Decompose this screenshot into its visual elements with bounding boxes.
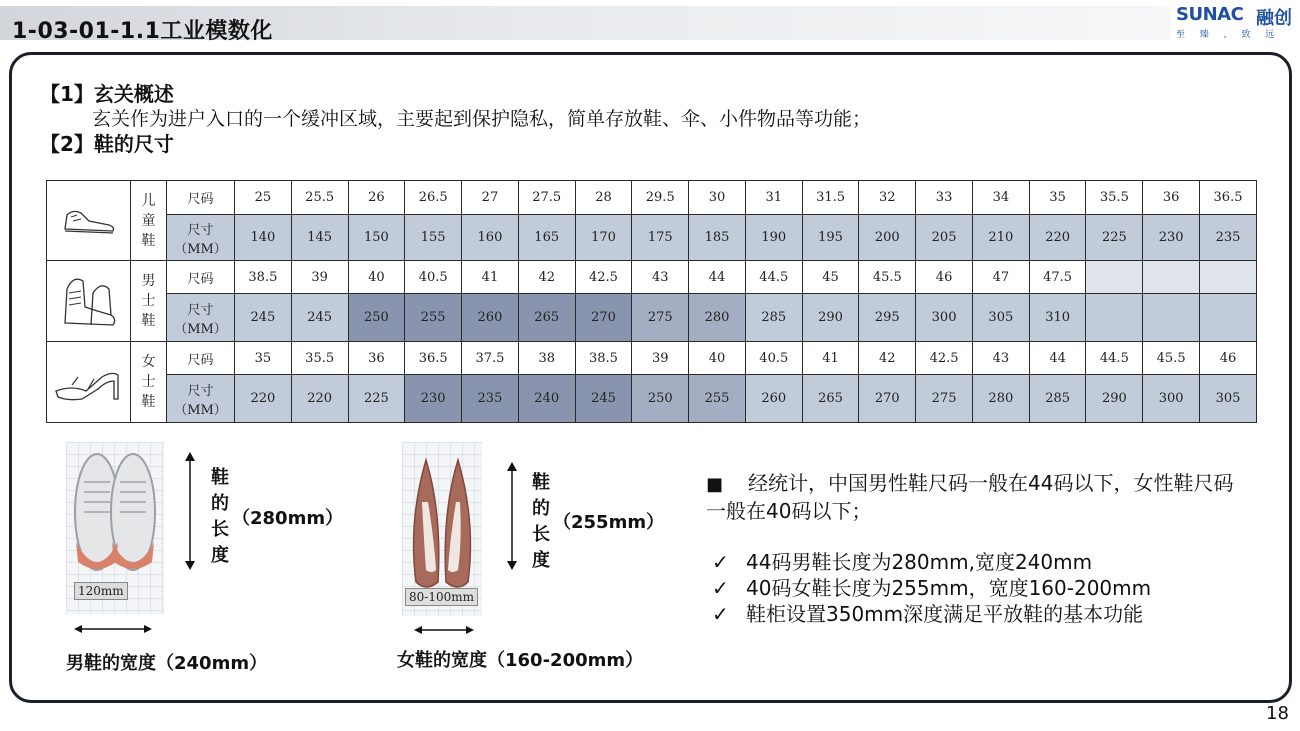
mens-width-arrow: [74, 623, 152, 635]
size-code-row: [47, 261, 1257, 294]
section1-body: 玄关作为进户入口的一个缓冲区域，主要起到保护隐私，简单存放鞋、伞、小件物品等功能；: [92, 108, 872, 130]
check-icon: ✓: [712, 576, 729, 600]
size-mm-cell: [1143, 294, 1200, 342]
logo-brand-cn: 融创: [1256, 8, 1292, 29]
sunac-logo: [1176, 4, 1296, 40]
size-mm-cell: 255: [405, 294, 462, 342]
size-code-cell: 27.5: [518, 181, 575, 215]
size-code-cell: 45.5: [1143, 342, 1200, 375]
size-mm-cell: 190: [745, 215, 802, 261]
size-mm-cell: 265: [518, 294, 575, 342]
size-code-cell: 45: [802, 261, 859, 294]
size-mm-cell: 305: [972, 294, 1029, 342]
size-code-cell: 44.5: [745, 261, 802, 294]
size-code-cell: 31.5: [802, 181, 859, 215]
mens-width-caption: 男鞋的宽度（240mm）: [66, 653, 268, 674]
size-mm-cell: 300: [1143, 375, 1200, 423]
size-code-cell: 25.5: [291, 181, 348, 215]
size-code-cell: 41: [462, 261, 519, 294]
size-code-cell: 36.5: [1200, 181, 1257, 215]
size-mm-row: [47, 294, 1257, 342]
size-mm-cell: 210: [972, 215, 1029, 261]
size-code-cell: 40: [689, 342, 746, 375]
size-mm-cell: 250: [348, 294, 405, 342]
size-mm-cell: 300: [916, 294, 973, 342]
logo-brand: SUNAC: [1176, 4, 1244, 25]
size-mm-label: 尺寸（MM）: [167, 375, 235, 423]
size-code-cell: 37.5: [462, 342, 519, 375]
size-code-cell: 42: [518, 261, 575, 294]
size-mm-cell: 250: [632, 375, 689, 423]
size-mm-cell: 220: [235, 375, 292, 423]
size-mm-cell: 205: [916, 215, 973, 261]
size-code-cell: 40.5: [745, 342, 802, 375]
size-code-row: [47, 342, 1257, 375]
size-mm-cell: 290: [1086, 375, 1143, 423]
size-code-cell: [1086, 261, 1143, 294]
size-mm-row: [47, 375, 1257, 423]
size-mm-cell: 245: [235, 294, 292, 342]
size-mm-cell: [1200, 294, 1257, 342]
size-code-label: 尺码: [167, 261, 235, 294]
size-mm-cell: 270: [575, 294, 632, 342]
size-code-cell: 32: [859, 181, 916, 215]
shoe-size-table: [46, 180, 1257, 423]
size-code-cell: 40: [348, 261, 405, 294]
size-mm-label: 尺寸（MM）: [167, 215, 235, 261]
mens-length-value: （280mm）: [232, 508, 344, 529]
size-mm-cell: 235: [462, 375, 519, 423]
size-mm-cell: 280: [689, 294, 746, 342]
stats-paragraph: [706, 470, 1236, 525]
size-code-cell: 34: [972, 181, 1029, 215]
size-code-label: 尺码: [167, 181, 235, 215]
size-code-cell: 35.5: [291, 342, 348, 375]
size-mm-cell: 220: [1029, 215, 1086, 261]
size-code-cell: 43: [972, 342, 1029, 375]
size-code-cell: 38.5: [235, 261, 292, 294]
mens-boot-icon: [47, 261, 131, 342]
size-code-cell: 33: [916, 181, 973, 215]
size-mm-cell: 240: [518, 375, 575, 423]
size-code-cell: 36: [1143, 181, 1200, 215]
size-mm-cell: 305: [1200, 375, 1257, 423]
size-mm-cell: 150: [348, 215, 405, 261]
shoe-category-label: 女 士 鞋: [131, 342, 167, 423]
size-mm-cell: 220: [291, 375, 348, 423]
size-code-cell: 29.5: [632, 181, 689, 215]
size-mm-cell: 265: [802, 375, 859, 423]
size-code-cell: 39: [291, 261, 348, 294]
check-icon: ✓: [712, 550, 729, 574]
size-code-cell: 44.5: [1086, 342, 1143, 375]
size-mm-cell: 160: [462, 215, 519, 261]
stats-text: 经统计，中国男性鞋尺码一般在44码以下，女性鞋尺码一般在40码以下；: [706, 471, 1234, 523]
size-code-cell: [1143, 261, 1200, 294]
size-mm-cell: 140: [235, 215, 292, 261]
size-mm-cell: 185: [689, 215, 746, 261]
mens-length-arrow: [183, 452, 197, 570]
kids-sneaker-icon: [47, 181, 131, 261]
size-code-cell: 31: [745, 181, 802, 215]
page-title: 1-03-01-1.1工业模数化: [12, 19, 273, 44]
size-code-cell: 42: [859, 342, 916, 375]
size-code-cell: 25: [235, 181, 292, 215]
size-code-cell: 46: [916, 261, 973, 294]
size-code-cell: 26.5: [405, 181, 462, 215]
size-code-cell: 36.5: [405, 342, 462, 375]
size-mm-cell: 260: [462, 294, 519, 342]
womens-length-value: （255mm）: [553, 512, 665, 533]
logo-slogan: 至 臻 , 致 远: [1176, 30, 1281, 40]
size-mm-label: 尺寸（MM）: [167, 294, 235, 342]
size-mm-cell: 230: [405, 375, 462, 423]
size-mm-cell: 225: [1086, 215, 1143, 261]
size-code-cell: 30: [689, 181, 746, 215]
womens-width-arrow: [414, 624, 474, 636]
size-mm-cell: 310: [1029, 294, 1086, 342]
womens-width-tag: 80-100mm: [405, 588, 478, 606]
size-code-cell: [1200, 261, 1257, 294]
size-mm-cell: 275: [632, 294, 689, 342]
check-text: 鞋柜设置350mm深度满足平放鞋的基本功能: [746, 602, 1144, 626]
size-mm-cell: 245: [575, 375, 632, 423]
size-mm-cell: [1086, 294, 1143, 342]
check-icon: ✓: [712, 602, 729, 626]
size-code-cell: 39: [632, 342, 689, 375]
size-code-cell: 38: [518, 342, 575, 375]
mens-width-tag: 120mm: [74, 582, 128, 600]
section2-heading: 【2】鞋的尺寸: [40, 132, 174, 156]
womens-heel-icon: [47, 342, 131, 423]
mens-length-label: 鞋的长度: [211, 467, 229, 566]
size-mm-cell: 165: [518, 215, 575, 261]
size-code-cell: 45.5: [859, 261, 916, 294]
square-bullet-icon: ■: [706, 474, 724, 495]
section1-heading: 【1】玄关概述: [40, 82, 174, 106]
size-mm-cell: 285: [745, 294, 802, 342]
size-code-label: 尺码: [167, 342, 235, 375]
size-mm-cell: 245: [291, 294, 348, 342]
size-mm-cell: 200: [859, 215, 916, 261]
size-mm-cell: 285: [1029, 375, 1086, 423]
size-code-cell: 26: [348, 181, 405, 215]
size-mm-cell: 155: [405, 215, 462, 261]
check-item: [712, 572, 1151, 601]
size-code-cell: 47: [972, 261, 1029, 294]
size-code-cell: 35: [1029, 181, 1086, 215]
size-mm-cell: 255: [689, 375, 746, 423]
size-code-cell: 41: [802, 342, 859, 375]
size-mm-cell: 225: [348, 375, 405, 423]
size-code-cell: 28: [575, 181, 632, 215]
size-code-cell: 40.5: [405, 261, 462, 294]
size-mm-cell: 290: [802, 294, 859, 342]
size-code-cell: 44: [1029, 342, 1086, 375]
size-code-cell: 42.5: [916, 342, 973, 375]
shoe-category-label: 男 士 鞋: [131, 261, 167, 342]
size-mm-cell: 270: [859, 375, 916, 423]
size-code-cell: 35: [235, 342, 292, 375]
size-code-cell: 38.5: [575, 342, 632, 375]
size-mm-cell: 260: [745, 375, 802, 423]
size-mm-cell: 145: [291, 215, 348, 261]
header-bar: [0, 6, 1170, 44]
size-code-cell: 27: [462, 181, 519, 215]
size-code-cell: 47.5: [1029, 261, 1086, 294]
size-mm-cell: 230: [1143, 215, 1200, 261]
shoe-category-label: 儿 童 鞋: [131, 181, 167, 261]
size-mm-cell: 280: [972, 375, 1029, 423]
size-mm-cell: 195: [802, 215, 859, 261]
size-mm-cell: 295: [859, 294, 916, 342]
size-mm-row: [47, 215, 1257, 261]
size-mm-cell: 170: [575, 215, 632, 261]
check-text: 44码男鞋长度为280mm,宽度240mm: [746, 550, 1093, 574]
womens-length-label: 鞋的长度: [532, 472, 550, 571]
size-code-row: [47, 181, 1257, 215]
size-code-cell: 44: [689, 261, 746, 294]
size-code-cell: 42.5: [575, 261, 632, 294]
check-item: [712, 598, 1143, 627]
size-mm-cell: 235: [1200, 215, 1257, 261]
size-code-cell: 46: [1200, 342, 1257, 375]
check-item: [712, 546, 1092, 575]
size-mm-cell: 175: [632, 215, 689, 261]
womens-width-caption: 女鞋的宽度（160-200mm）: [397, 650, 644, 671]
size-mm-cell: 275: [916, 375, 973, 423]
size-code-cell: 43: [632, 261, 689, 294]
size-code-cell: 35.5: [1086, 181, 1143, 215]
page-number: 18: [1266, 703, 1289, 724]
womens-length-arrow: [505, 462, 519, 570]
check-text: 40码女鞋长度为255mm，宽度160-200mm: [746, 576, 1152, 600]
size-code-cell: 36: [348, 342, 405, 375]
